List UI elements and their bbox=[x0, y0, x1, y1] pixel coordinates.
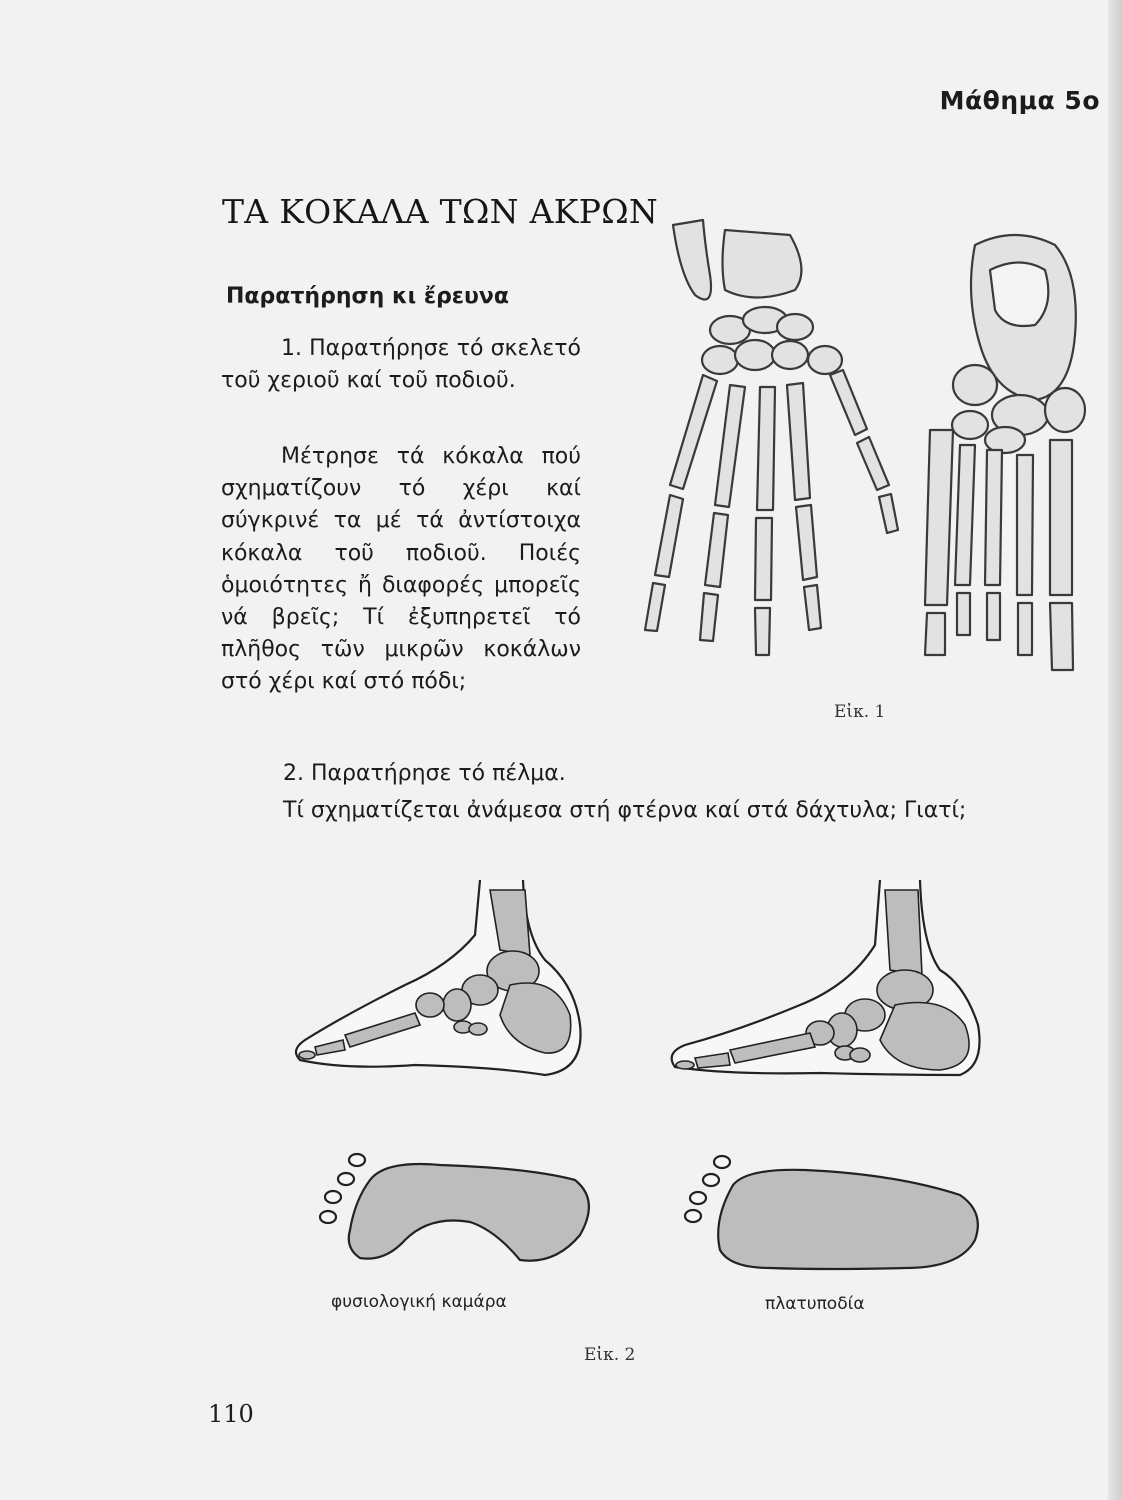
paragraph-3: 2. Παρατήρησε τό πέλμα. bbox=[283, 761, 566, 786]
flat-foot-footprint bbox=[675, 1150, 985, 1280]
lesson-header: Μάθημα 5ο bbox=[939, 86, 1100, 115]
normal-arch-label: φυσιολογική καμάρα bbox=[331, 1292, 507, 1312]
page-number: 110 bbox=[208, 1400, 254, 1428]
figure-2-caption: Εἰκ. 2 bbox=[584, 1345, 636, 1365]
normal-foot-side-figure bbox=[285, 875, 595, 1090]
paragraph-2: Μέτρησε τά κόκαλα πού σχηματίζουν τό χέρι καί σύγκρινέ τα μέ τά ἀντίστοιχα κόκαλα τοῦ ποδιοῦ. Ποιές ὁμοιότητες ἤ διαφορές μπορεῖς νά βρεῖς; Τί ἐξυπηρετεῖ τό πλῆθος τῶν μικρῶν κοκάλων στό χέρι καί στό πόδι; bbox=[221, 444, 581, 695]
flat-foot-side-figure bbox=[660, 875, 990, 1090]
paragraph-1: 1. Παρατήρησε τό σκελετό τοῦ χεριοῦ καί τοῦ ποδιοῦ. bbox=[221, 336, 581, 394]
figure-1-caption: Εἰκ. 1 bbox=[834, 702, 886, 722]
flat-foot-label: πλατυποδία bbox=[765, 1294, 865, 1314]
page-edge bbox=[1108, 0, 1122, 1500]
normal-arch-footprint bbox=[310, 1140, 595, 1275]
hand-foot-skeleton-figure bbox=[625, 215, 1095, 690]
section-subtitle: Παρατήρηση κι ἔρευνα bbox=[226, 284, 510, 309]
page-title: ΤΑ ΚΟΚΑΛΑ ΤΩΝ ΑΚΡΩΝ bbox=[222, 192, 659, 231]
paragraph-4: Τί σχηματίζεται ἀνάμεσα στή φτέρνα καί στά δάχτυλα; Γιατί; bbox=[283, 798, 967, 823]
